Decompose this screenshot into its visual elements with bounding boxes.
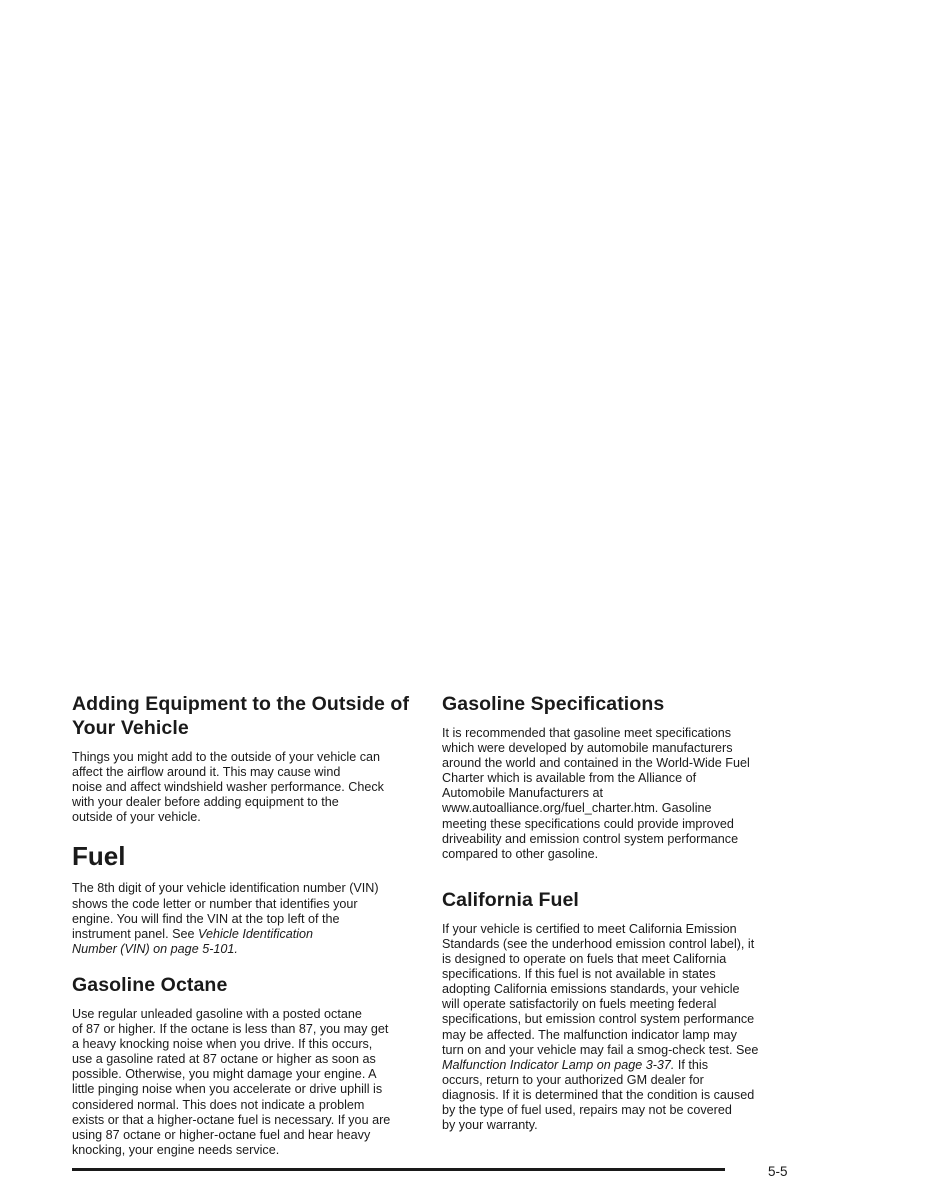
text-line: of 87 or higher. If the octane is less than 87, you may get	[72, 1022, 389, 1037]
heading-gasoline-octane: Gasoline Octane	[72, 973, 228, 996]
heading-gasoline-specifications: Gasoline Specifications	[442, 693, 665, 715]
text-line: knocking, your engine needs service.	[72, 1142, 280, 1157]
text-line: specifications, but emission control system performance	[442, 1012, 755, 1027]
text-line: noise and affect windshield washer performance. Check	[72, 780, 384, 795]
text-fragment: instrument panel. See	[72, 926, 199, 941]
text-line: a heavy knocking noise when you drive. If this occurs,	[72, 1037, 373, 1052]
text-line: meeting these specifications could provide improved	[442, 816, 734, 831]
specifications-paragraph	[442, 726, 792, 862]
text-line: adopting California emissions standards, your vehicle	[442, 982, 740, 997]
text-line	[442, 1058, 792, 1073]
text-line: turn on and your vehicle may fail a smog-check test. See	[442, 1042, 759, 1057]
text-line: possible. Otherwise, you might damage your engine. A	[72, 1067, 377, 1082]
text-line: which were developed by automobile manufacturers	[442, 741, 733, 756]
text-line: Things you might add to the outside of your vehicle can	[72, 750, 381, 764]
text-line: The 8th digit of your vehicle identification number (VIN)	[72, 881, 379, 896]
heading-fuel: Fuel	[72, 841, 126, 872]
text-line: may be affected. The malfunction indicator lamp may	[442, 1027, 737, 1042]
text-line: considered normal. This does not indicate a problem	[72, 1097, 365, 1112]
right-column	[442, 692, 792, 1149]
text-line: Use regular unleaded gasoline with a posted octane	[72, 1006, 362, 1021]
text-line: If your vehicle is certified to meet California Emission	[442, 921, 737, 936]
text-line: It is recommended that gasoline meet specifications	[442, 726, 732, 740]
text-line: use a gasoline rated at 87 octane or higher as soon as	[72, 1052, 376, 1067]
california-paragraph	[442, 922, 792, 1133]
text-line: occurs, return to your authorized GM dealer for	[442, 1072, 704, 1087]
text-line: with your dealer before adding equipment to the	[72, 795, 339, 810]
text-line: outside of your vehicle.	[72, 810, 201, 825]
fuel-paragraph	[72, 881, 422, 956]
text-fragment: If this	[674, 1057, 709, 1072]
heading-california-fuel: California Fuel	[442, 888, 579, 911]
text-line: little pinging noise when you accelerate or drive uphill is	[72, 1082, 383, 1097]
vin-reference-link[interactable]: Number (VIN) on page 5-101.	[72, 941, 238, 956]
text-line: around the world and contained in the World-Wide Fuel	[442, 756, 750, 771]
text-line: affect the airflow around it. This may cause wind	[72, 765, 341, 780]
text-line: using 87 octane or higher-octane fuel and hear heavy	[72, 1127, 371, 1142]
text-line: specifications. If this fuel is not available in states	[442, 967, 716, 982]
text-line: Automobile Manufacturers at	[442, 786, 604, 801]
left-column	[72, 692, 422, 1174]
text-line: Charter which is available from the Alliance of	[442, 771, 697, 786]
octane-paragraph	[72, 1007, 422, 1158]
text-line: diagnosis. If it is determined that the condition is caused	[442, 1087, 755, 1102]
vin-reference-link[interactable]: Vehicle Identification	[198, 926, 314, 941]
adding-equipment-paragraph	[72, 750, 422, 825]
text-line: www.autoalliance.org/fuel_charter.htm. Gasoline	[442, 801, 712, 816]
footer-divider	[72, 1168, 725, 1171]
text-line: is designed to operate on fuels that meet California	[442, 952, 727, 967]
text-line: by your warranty.	[442, 1118, 538, 1133]
heading-line: Your Vehicle	[72, 717, 189, 739]
text-line: driveability and emission control system performance	[442, 831, 739, 846]
text-line: exists or that a higher-octane fuel is necessary. If you are	[72, 1112, 391, 1127]
heading-adding-equipment	[72, 692, 422, 740]
text-line: Standards (see the underhood emission control label), it	[442, 936, 755, 951]
text-line: engine. You will find the VIN at the top left of the	[72, 911, 340, 926]
text-line	[72, 927, 422, 942]
text-line: compared to other gasoline.	[442, 846, 599, 861]
malfunction-lamp-reference-link[interactable]: Malfunction Indicator Lamp on page 3-37.	[442, 1057, 675, 1072]
page-number: 5-5	[768, 1164, 788, 1179]
text-line: by the type of fuel used, repairs may not be covered	[442, 1102, 732, 1117]
text-line: will operate satisfactorily on fuels meeting federal	[442, 997, 717, 1012]
text-line: shows the code letter or number that identifies your	[72, 896, 358, 911]
heading-line: Adding Equipment to the Outside of	[72, 693, 410, 715]
